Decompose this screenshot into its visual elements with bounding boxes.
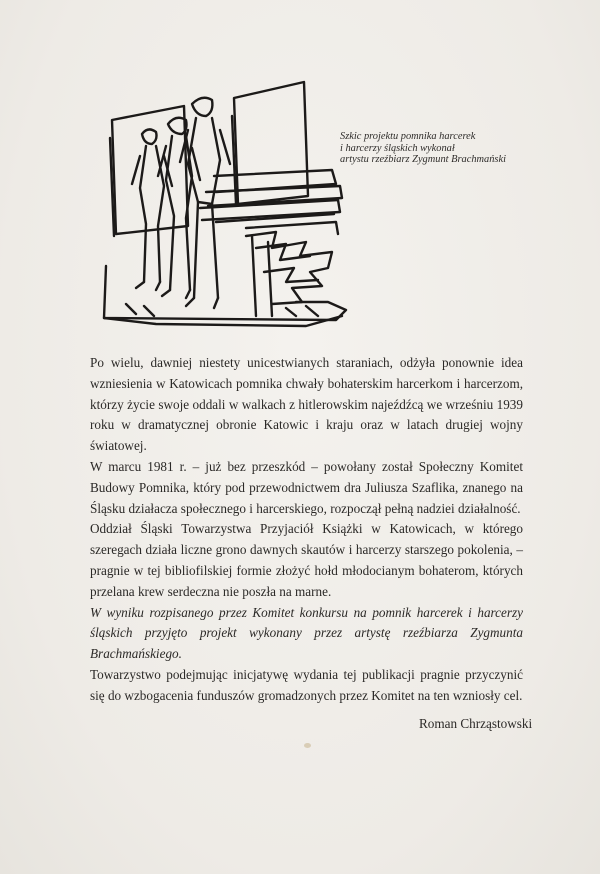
caption-line: i harcerzy śląskich wykonał <box>340 142 455 154</box>
paper-speck <box>304 743 311 748</box>
paragraph: Towarzystwo podejmując inicjatywę wydania tej publikacji pragnie przyczynić się do wzbogacenia funduszów gromadzonych przez Komitet na ten wzniosły cel. <box>90 666 523 703</box>
body-text <box>90 353 523 707</box>
caption-line: artystu rzeźbiarz Zygmunt Brachmański <box>340 154 506 165</box>
paragraph: Po wielu, dawniej niestety unicestwianych staraniach, odżyła ponownie idea wzniesienia w Katowicach pomnika chwały bohaterskim harcerkom i harcerzom, którzy życie swoje oddali w walkach z hitlerowskim najeźdźcą we wrześniu 1939 roku w dramatycznej obronie Katowic i kraju oraz w latach drugiej wojny światowej. <box>90 355 523 454</box>
paragraph-italic: W wyniku rozpisanego przez Komitet konkursu na pomnik harcerek i harcerzy śląskich przyjęto projekt wykonany przez artystę rzeźbiarza Zygmunta Brachmańskiego. <box>90 604 523 662</box>
paragraph: Oddział Śląski Towarzystwa Przyjaciół Książki w Katowicach, w którego szeregach działa liczne grono dawnych skautów i harcerzy starszego pokolenia, – pragnie w tej bibliofilskiej formie złożyć hołd młodocianym bohaterom, których przelana krew serdeczna nie poszła na marne. <box>90 521 523 599</box>
caption-line: Szkic projektu pomnika harcerek <box>340 131 476 142</box>
illustration-caption <box>340 131 570 166</box>
paragraph: W marcu 1981 r. – już bez przeszkód – powołany został Społeczny Komitet Budowy Pomnika, który pod przewodnictwem dra Juliusza Szaflika, znanego na Śląsku działacza społecznego i harcerskiego, rozpoczął pełną nadziei działalność. <box>90 458 523 516</box>
author-signature: Roman Chrząstowski <box>419 716 533 731</box>
monument-sketch-icon <box>96 76 356 338</box>
